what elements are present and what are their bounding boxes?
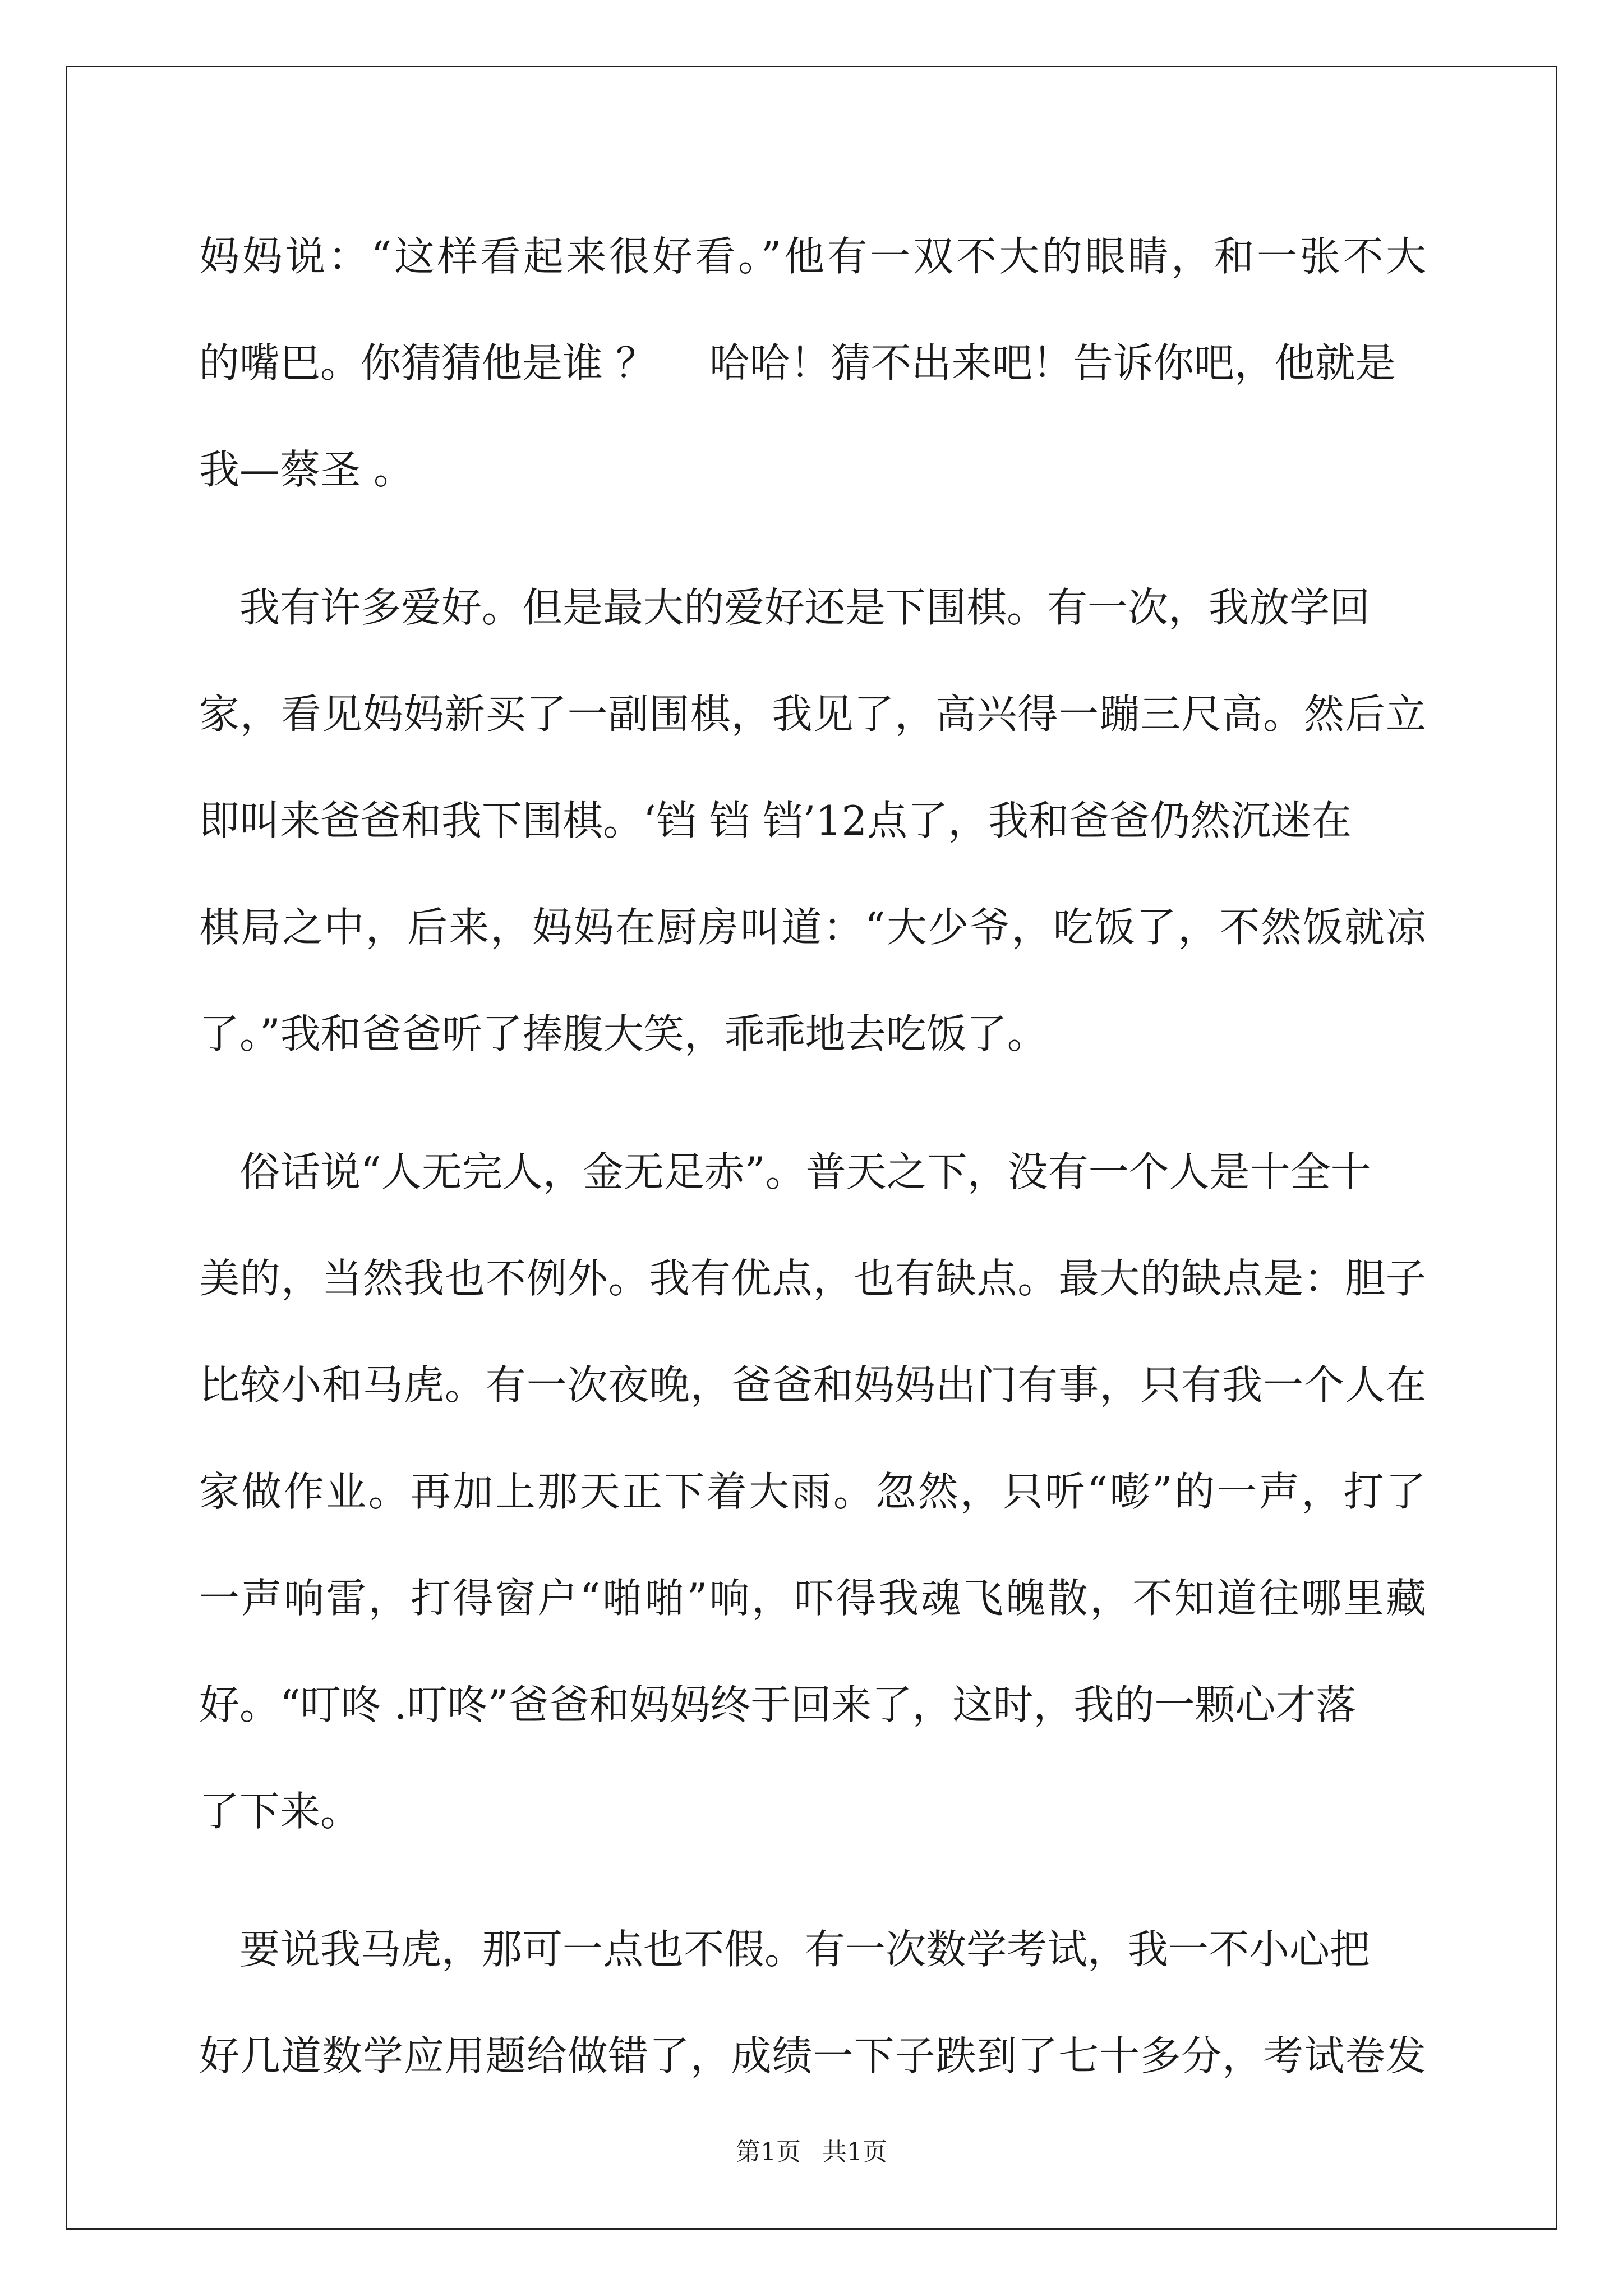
text-line: 俗话说“人无完人，金无足赤”。普天之下，没有一个人是十全十 — [199, 1148, 1371, 1195]
text-line: 要说我马虎，那可一点也不假。有一次数学考试，我一不小心把 — [199, 1926, 1371, 1973]
text-line: 的嘴巴。你猜猜他是谁 ？ 哈哈！猜不出来吧！告诉你吧，他就是 — [199, 339, 1396, 386]
text-line: 棋局之中，后来，妈妈在厨房叫道：“大少爷，吃饭了，不然饭就凉 — [199, 904, 1426, 951]
text-line: 家做作业。再加上那天正下着大雨。忽然，只听“嘭”的一声，打了 — [199, 1468, 1426, 1515]
page-total: 共1页 — [822, 2138, 887, 2166]
text-line: 好。“叮咚 .叮咚”爸爸和妈妈终于回来了，这时，我的一颗心才落 — [199, 1681, 1357, 1728]
text-line: 一声响雷，打得窗户“啪啪”响，吓得我魂飞魄散，不知道往哪里藏 — [199, 1575, 1426, 1622]
page-number: 第1页 — [736, 2138, 801, 2166]
text-line: 了下来。 — [199, 1788, 361, 1835]
text-line: 妈妈说：“这样看起来很好看。”他有一双不大的眼睛，和一张不大 — [199, 233, 1426, 280]
text-line: 家，看见妈妈新买了一副围棋，我见了，高兴得一蹦三尺高。然后立 — [199, 691, 1426, 738]
text-line: 比较小和马虎。有一次夜晚，爸爸和妈妈出门有事，只有我一个人在 — [199, 1361, 1426, 1409]
text-line: 我—蔡圣 。 — [199, 446, 414, 493]
text-line: 即叫来爸爸和我下围棋。‘铛 铛 铛’12点了，我和爸爸仍然沉迷在 — [199, 797, 1352, 844]
document-body — [199, 203, 1426, 2109]
page-footer — [0, 2132, 1623, 2168]
text-line: 好几道数学应用题给做错了，成绩一下子跌到了七十多分，考试卷发 — [199, 2032, 1426, 2079]
text-line: 美的，当然我也不例外。我有优点，也有缺点。最大的缺点是：胆子 — [199, 1255, 1426, 1302]
text-line: 我有许多爱好。但是最大的爱好还是下围棋。有一次，我放学回 — [199, 584, 1371, 631]
text-line: 了。”我和爸爸听了捧腹大笑，乖乖地去吃饭了。 — [199, 1010, 1048, 1057]
